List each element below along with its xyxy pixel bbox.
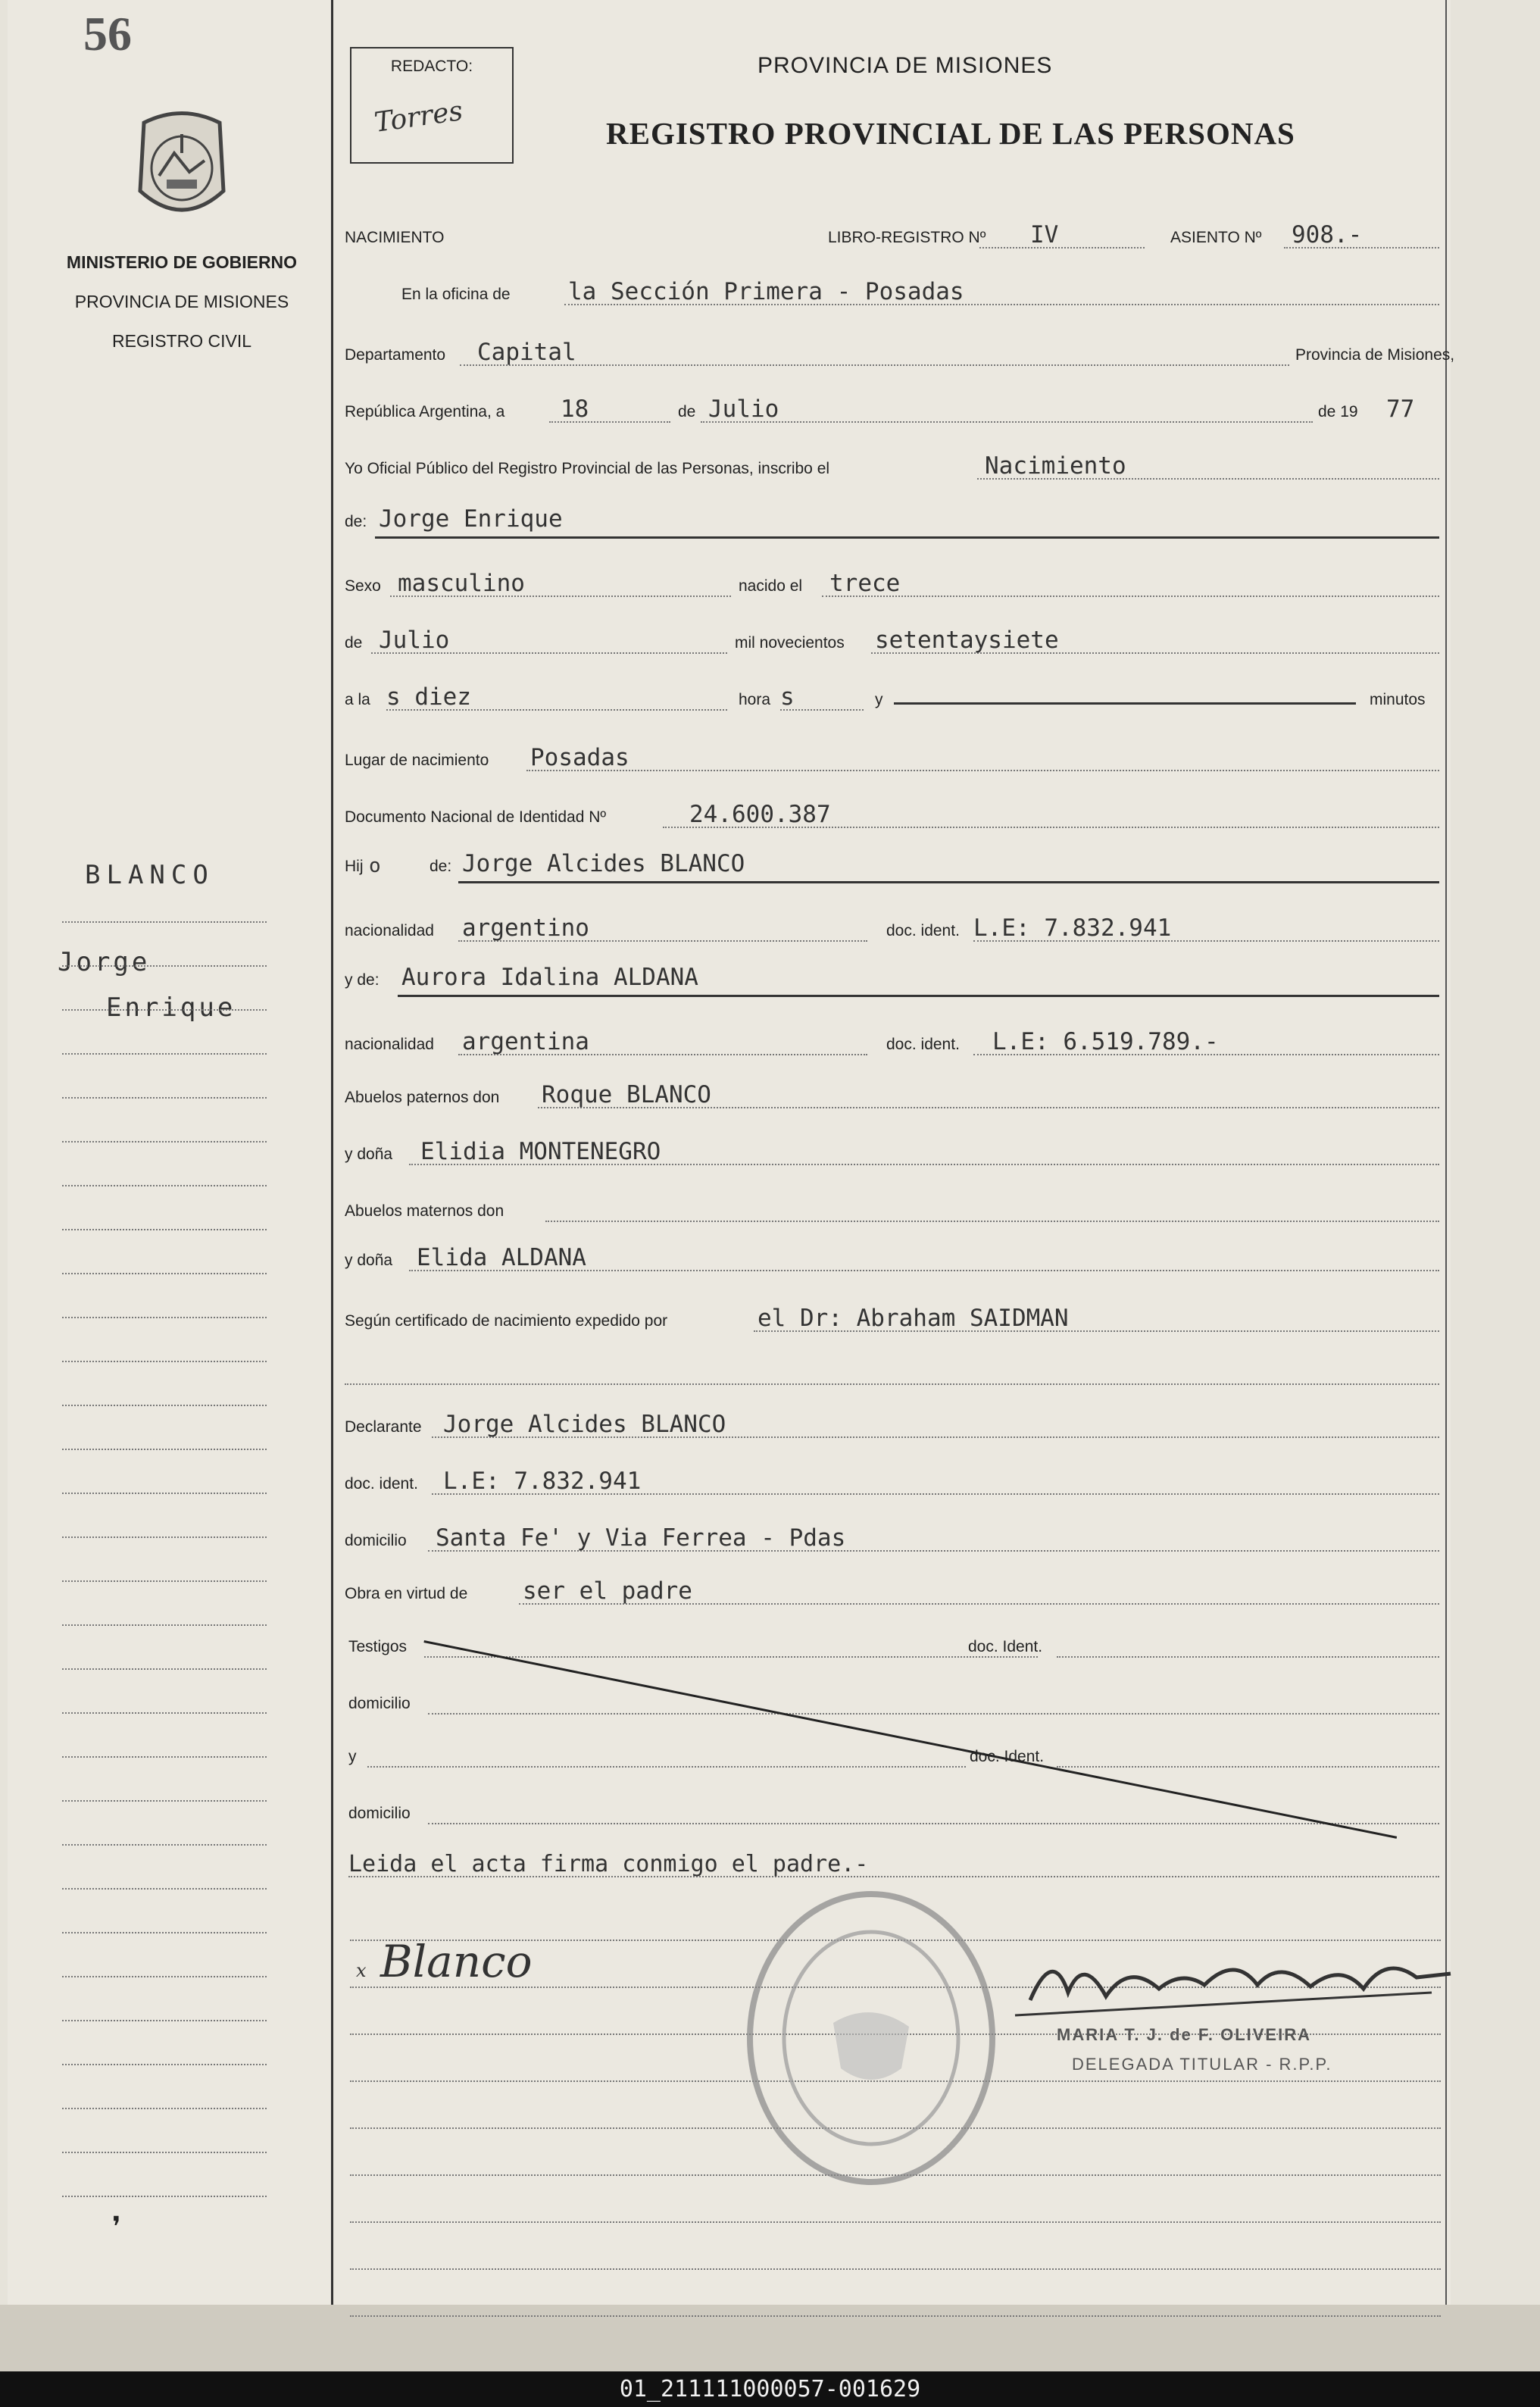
padre-underline	[458, 881, 1439, 883]
mil-value: setentaysiete	[875, 627, 1059, 654]
domicilio-label: domicilio	[345, 1532, 407, 1549]
docident-madre-label: doc. ident.	[886, 1036, 960, 1053]
row-hora	[345, 682, 1439, 712]
row-nacionalidad-madre	[345, 1027, 1439, 1057]
departamento-label: Departamento	[345, 346, 446, 364]
departamento-value: Capital	[477, 339, 576, 366]
dia-value: 18	[561, 395, 589, 423]
row-testigo2	[345, 1739, 1439, 1769]
de3-label: de	[345, 634, 363, 652]
lugar-value: Posadas	[530, 744, 629, 771]
official-signature-icon	[1007, 1940, 1454, 2023]
obra-value: ser el padre	[523, 1577, 692, 1605]
row-sexo	[345, 568, 1439, 599]
row-departamento	[345, 337, 1455, 367]
madre-value: Aurora Idalina ALDANA	[401, 964, 698, 991]
ministry-header	[45, 242, 318, 361]
declarante-doc-label: doc. ident.	[345, 1475, 418, 1493]
row-leida	[345, 1849, 1439, 1879]
obra-label: Obra en virtud de	[345, 1585, 468, 1602]
hijo-label: Hij	[345, 858, 364, 875]
nacionalidad-madre-label: nacionalidad	[345, 1036, 434, 1053]
nacionalidad-padre-value: argentino	[462, 914, 589, 942]
redacto-label: REDACTO:	[390, 58, 473, 75]
row-nombre	[345, 504, 1439, 534]
registry-title: REGISTRO PROVINCIAL DE LAS PERSONAS	[606, 116, 1295, 151]
row-mes-anio	[345, 625, 1439, 655]
ministry-line3: REGISTRO CIVIL	[111, 331, 252, 351]
y2-label: y	[348, 1748, 357, 1765]
libro-label: LIBRO-REGISTRO Nº	[828, 229, 986, 246]
nacido-label: nacido el	[739, 577, 803, 595]
oficina-label: En la oficina de	[401, 286, 511, 303]
nacimiento-label: NACIMIENTO	[345, 229, 445, 246]
ala-label: a la	[345, 691, 370, 708]
row-lugar	[345, 742, 1439, 773]
minutos-label: minutos	[1370, 691, 1426, 708]
anio-label: de 19	[1318, 403, 1358, 420]
padre-value: Jorge Alcides BLANCO	[462, 850, 745, 877]
ydona-paterna-label: y doña	[345, 1146, 393, 1163]
dni-label: Documento Nacional de Identidad Nº	[345, 808, 607, 826]
row-oficial	[345, 451, 1439, 481]
ministry-line1: MINISTERIO DE GOBIERNO	[66, 252, 298, 272]
margin-given-name-2: Enrique	[106, 992, 236, 1023]
nacido-line	[822, 595, 1439, 597]
yde-label: y de:	[345, 971, 380, 989]
lugar-label: Lugar de nacimiento	[345, 752, 489, 769]
madre-underline	[398, 995, 1439, 997]
provincia-suffix: Provincia de Misiones,	[1295, 346, 1455, 364]
republica-label: República Argentina, a	[345, 403, 505, 420]
margin-surname: BLANCO	[85, 860, 214, 890]
row-madre	[345, 962, 1439, 992]
margin-given-name-1: Jorge	[58, 947, 151, 977]
hora-value: s	[780, 683, 795, 711]
anio-value: 77	[1386, 395, 1415, 423]
row-fecha	[345, 394, 1439, 424]
lugar-line	[526, 770, 1439, 771]
row-certificado-cont	[345, 1356, 1439, 1386]
abuelos-paternos-label: Abuelos paternos don	[345, 1089, 500, 1106]
oficina-value: la Sección Primera - Posadas	[568, 278, 964, 305]
ministry-line2: PROVINCIA DE MISIONES	[74, 292, 289, 311]
abuelos-maternos-label: Abuelos maternos don	[345, 1202, 504, 1220]
row-declarante	[345, 1409, 1439, 1440]
oficial-value: Nacimiento	[985, 452, 1126, 480]
declarant-signature-text: Blanco	[380, 1936, 533, 1987]
sexo-label: Sexo	[345, 577, 381, 595]
official-stamp-icon	[742, 1887, 1000, 2190]
doc-ident-testigo1-label: doc. Ident.	[968, 1638, 1043, 1655]
mes-value: Julio	[708, 395, 779, 423]
domicilio-value: Santa Fe' y Via Ferrea - Pdas	[436, 1524, 846, 1552]
official-name: MARIA T. J. de F. OLIVEIRA	[1057, 2025, 1311, 2044]
doc-ident-testigo1-line	[1057, 1656, 1439, 1658]
hora-label: hora	[739, 691, 771, 708]
row-abuela-materna	[345, 1243, 1439, 1273]
hora-line	[780, 709, 864, 711]
file-caption: 01_211111000057-001629	[0, 2371, 1540, 2407]
row-nacionalidad-padre	[345, 913, 1439, 943]
ink-mark: ❜	[112, 2211, 121, 2242]
testigo2-line	[367, 1766, 966, 1768]
row-declarante-doc	[345, 1466, 1439, 1496]
redacto-value: Torres	[372, 95, 465, 139]
abuelo-paterno-value: Roque BLANCO	[542, 1081, 711, 1108]
certificado-value: el Dr: Abraham SAIDMAN	[758, 1305, 1069, 1332]
row-oficina	[345, 277, 1439, 307]
de-label: de	[678, 403, 696, 420]
certificado-line-2	[345, 1383, 1439, 1385]
row-abuelo-materno	[345, 1193, 1439, 1224]
sexo-value: masculino	[398, 570, 525, 597]
row-abuela-paterna	[345, 1136, 1439, 1167]
asiento-value: 908.-	[1292, 221, 1363, 249]
doc-ident-testigo2-label: doc. Ident.	[970, 1748, 1045, 1765]
row-obra	[345, 1576, 1439, 1606]
libro-value: IV	[1030, 221, 1059, 249]
declarante-doc-value: L.E: 7.832.941	[443, 1468, 642, 1495]
mil-label: mil novecientos	[735, 634, 845, 652]
nombre-underline	[375, 536, 1439, 539]
testigos-line	[424, 1656, 1038, 1658]
abuelo-materno-line	[545, 1221, 1439, 1222]
testigos-label: Testigos	[348, 1638, 408, 1655]
oficial-label: Yo Oficial Público del Registro Provincial de las Personas, inscribo el	[345, 460, 830, 477]
asiento-label: ASIENTO Nº	[1170, 229, 1262, 246]
redacto-box	[350, 47, 514, 164]
page-number: 56	[83, 7, 132, 61]
docident-padre-label: doc. ident.	[886, 922, 960, 939]
y-label: y	[875, 691, 883, 708]
segun-label: Según certificado de nacimiento expedido por	[345, 1312, 668, 1330]
row-domicilio-testigo1	[345, 1686, 1439, 1716]
ala-value: s diez	[386, 683, 471, 711]
row-testigos	[345, 1629, 1439, 1659]
dni-value: 24.600.387	[689, 801, 831, 828]
row-padre	[345, 849, 1439, 879]
libro-line	[979, 247, 1145, 249]
column-divider	[331, 0, 333, 2305]
coat-of-arms-icon	[129, 108, 235, 225]
domicilio-testigo2-line	[428, 1823, 1439, 1824]
doc-ident-testigo2-line	[1057, 1766, 1439, 1768]
margin-dotted-lines	[62, 879, 267, 2197]
domicilio-testigo2-label: domicilio	[348, 1805, 411, 1822]
declarante-label: Declarante	[345, 1418, 422, 1436]
official-title: DELEGADA TITULAR - R.P.P.	[1072, 2055, 1332, 2074]
row-domicilio-testigo2	[345, 1796, 1439, 1826]
row-libro	[345, 220, 1439, 250]
province-title: PROVINCIA DE MISIONES	[758, 53, 1053, 78]
nacionalidad-madre-value: argentina	[462, 1028, 589, 1055]
mes-line	[701, 421, 1313, 423]
doc-madre-value: L.E: 6.519.789.-	[992, 1028, 1219, 1055]
de2-label: de:	[345, 513, 367, 530]
leida-value: Leida el acta firma conmigo el padre.-	[348, 1851, 869, 1877]
declarant-signature	[356, 1936, 533, 1987]
declarante-value: Jorge Alcides BLANCO	[443, 1411, 726, 1438]
ydona-materna-label: y doña	[345, 1252, 393, 1269]
row-abuelo-paterno	[345, 1080, 1439, 1110]
doc-padre-value: L.E: 7.832.941	[973, 914, 1172, 942]
row-certificado	[345, 1303, 1439, 1333]
nombre-value: Jorge Enrique	[379, 505, 563, 533]
mes2-value: Julio	[379, 627, 450, 654]
abuela-materna-value: Elida ALDANA	[417, 1244, 586, 1271]
departamento-line	[460, 364, 1289, 366]
de4-label: de:	[430, 858, 452, 875]
hijo-suffix: o	[369, 855, 381, 877]
row-dni	[345, 799, 1439, 830]
row-domicilio	[345, 1523, 1439, 1553]
nacionalidad-padre-label: nacionalidad	[345, 922, 434, 939]
x-mark: x	[356, 1960, 367, 1981]
minutos-struck-line	[894, 702, 1356, 705]
nacido-value: trece	[829, 570, 901, 597]
domicilio-testigo1-line	[428, 1713, 1439, 1715]
abuela-paterna-value: Elidia MONTENEGRO	[420, 1138, 661, 1165]
domicilio-testigo1-label: domicilio	[348, 1695, 411, 1712]
